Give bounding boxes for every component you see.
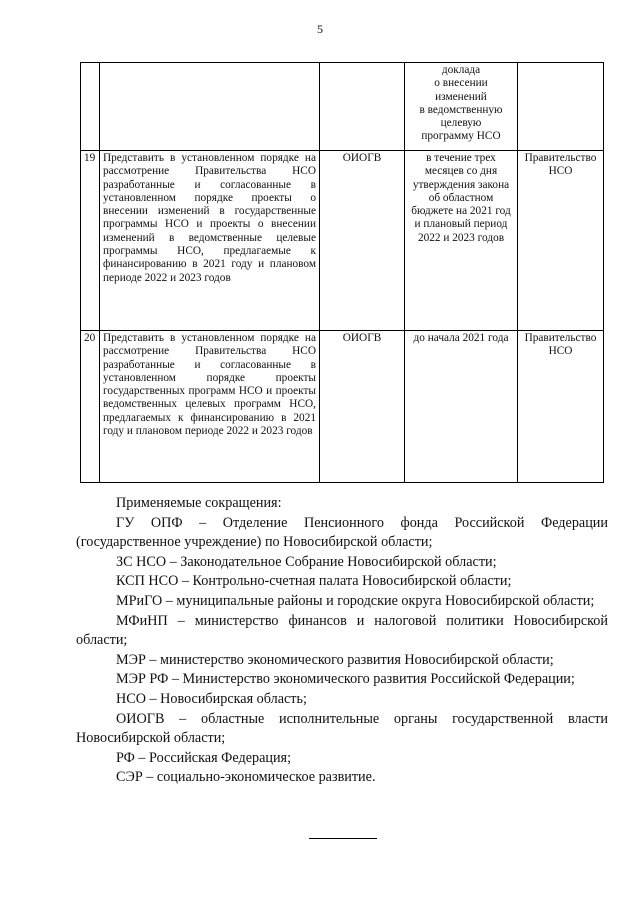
cell-term	[405, 63, 518, 151]
abbreviation-item: МРиГО – муниципальные районы и городские округа Новосибирской области;	[116, 592, 595, 609]
abbreviation-item: МЭР – министерство экономического развития Новосибирской области;	[116, 651, 554, 668]
row-responsible: Правительство НСО	[518, 151, 604, 331]
abbreviation-item: КСП НСО – Контрольно-счетная палата Новосибирской области;	[116, 573, 512, 590]
page-number: 5	[317, 22, 323, 36]
row-number: 20	[81, 331, 100, 483]
row-executor: ОИОГВ	[320, 331, 405, 483]
cell-description	[100, 63, 320, 151]
row-responsible: Правительство НСО	[518, 331, 604, 483]
footer-divider	[309, 838, 377, 839]
abbreviation-item: СЭР – социально-экономическое развитие.	[116, 769, 376, 786]
abbreviation-item: МЭР РФ – Министерство экономического развития Российской Федерации;	[116, 671, 575, 688]
abbreviations-section	[76, 494, 608, 788]
abbreviation-item: ЗС НСО – Законодательное Собрание Новосибирской области;	[116, 553, 497, 570]
abbreviation-item: ГУ ОПФ – Отделение Пенсионного фонда Российской Федерации (государственное учреждение) по Новосибирской области;	[76, 514, 608, 551]
row-description: Представить в установленном порядке на рассмотрение Правительства НСО разработанные и согласованные в установленном порядке проекты государственных программ НСО и проекты ведомственных целевых программ НСО, предлагаемых к финансированию в 2021 году и плановом периоде 2022 и 2023 годов	[100, 331, 320, 483]
abbreviation-item: РФ – Российская Федерация;	[116, 749, 292, 766]
table-row	[81, 331, 604, 483]
row-description: Представить в установленном порядке на рассмотрение Правительства НСО разработанные и согласованные в установленном порядке проекты о внесении изменений в государственные программы НСО и проекты о внесении изменений в ведомственные целевые программы НСО, предлагаемые к финансированию в 2021 году и плановом периоде 2022 и 2023 годов	[100, 151, 320, 331]
cell-executor	[320, 63, 405, 151]
cell-responsible	[518, 63, 604, 151]
row-executor: ОИОГВ	[320, 151, 405, 331]
term-text: доклада о внесении изменений в ведомственную целевую программу НСО	[419, 64, 503, 143]
abbreviation-item: МФиНП – министерство финансов и налоговой политики Новосибирской области;	[76, 612, 608, 649]
table-row-continuation	[81, 63, 604, 151]
row-term: до начала 2021 года	[405, 331, 518, 483]
abbreviation-item: ОИОГВ – областные исполнительные органы государственной власти Новосибирской области;	[76, 710, 608, 747]
table-row	[81, 151, 604, 331]
abbreviations-heading: Применяемые сокращения:	[116, 495, 282, 511]
abbreviation-item: НСО – Новосибирская область;	[116, 690, 307, 707]
row-term: в течение трех месяцев со дня утверждения закона об областном бюджете на 2021 год и плановый период 2022 и 2023 годов	[405, 151, 518, 331]
cell-num	[81, 63, 100, 151]
row-number: 19	[81, 151, 100, 331]
plan-table	[80, 62, 604, 483]
